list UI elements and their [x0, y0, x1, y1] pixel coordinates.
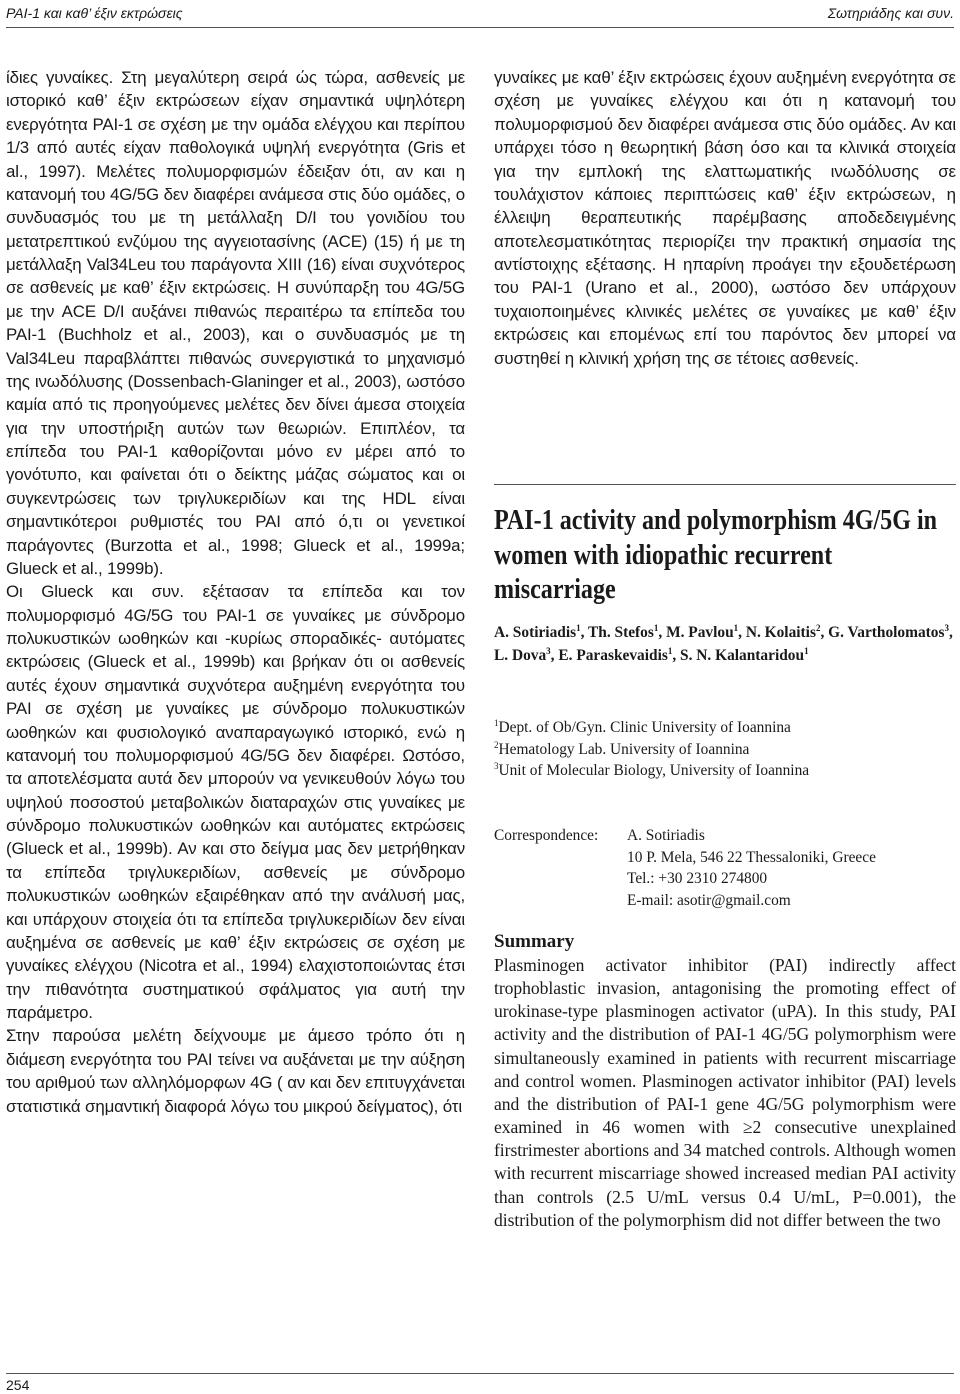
author-affiliation-mark: 3 [546, 645, 551, 656]
affiliation-number: 3 [494, 760, 499, 771]
correspondence-phone: Tel.: +30 2310 274800 [627, 870, 768, 887]
author-name: M. Pavlou [666, 624, 734, 641]
author-affiliation-mark: 1 [804, 645, 809, 656]
section-divider [494, 484, 956, 485]
affiliation-text: Hematology Lab. University of Ioannina [498, 740, 750, 758]
body-paragraph: ίδιες γυναίκες. Στη μεγαλύτερη σειρά ώς τώρα, ασθενείς με ιστορικό καθ’ έξιν εκτρώσεων είχαν σημαντικά υψηλότερη ενεργότητα PAI-1 σε σχέση με την ομάδα ελέγχου και περίπου 1/3 από αυτές είχαν παθολογικά υψηλή ενεργότητα (Gris et al., 1997). Μελέτες πολυμορφισμών έδειξαν ότι, αν και η κατανομή του 4G/5G δεν διαφέρει ανάμεσα στις δύο ομάδες, ο συνδυασμός του με τη μετάλλαξη D/I του γονιδίου του μετατρεπτικού ενζύμου της αγγειοτασίνης (ACE) (15) ή με τη μετάλλαξη Val34Leu του παράγοντα XIII (16) είναι συχνότερος σε ασθενείς με καθ’ έξιν εκτρώσεις. Η συνύπαρξη του 4G/5G με την ACE D/I αυξάνει πιθανώς περαιτέρω τα επίπεδα του PAI-1 (Buchholz et al., 2003), και ο συνδυασμός με τη Val34Leu παραβλάπτει πιθανώς συνεργιστικά το μηχανισμό της ινωδόλυσης (Dossenbach-Glaninger et al., 2003), ωστόσο καμία από τις προηγούμενες μελέτες δεν δίνει άμεσα στοιχεία για την υποστήριξη αυτών των θεωριών. Επιπλέον, τα επίπεδα του PAI-1 καθορίζονται μόνο εν μέρει από το γονότυπο, και φαίνεται ότι ο δείκτης μάζας σώματος και οι συγκεντρώσεις των τριγλυκεριδίων και της HDL είναι σημαντικότεροι ρυθμιστές του PAI από ό,τι οι γενετικοί παράγοντες (Burzotta et al., 1998; Glueck et al., 1999a; Glueck et al., 1999b). [6, 68, 465, 578]
affiliation-number: 1 [494, 717, 499, 728]
right-column [494, 66, 956, 370]
correspondence-email[interactable]: E-mail: asotir@gmail.com [627, 891, 791, 909]
author [558, 647, 672, 664]
affiliation [494, 717, 956, 739]
author-name: S. N. Kalantaridou [680, 646, 805, 664]
body-paragraph: Οι Glueck και συν. εξέτασαν τα επίπεδα και τον πολυμορφισμό 4G/5G του PAI-1 σε γυναίκες με σύνδρομο πολυκυστικών ωοθηκών και -κυρίως σποραδικές- αυτόματες εκτρώσεις (Glueck et al., 1999b) και βρήκαν ότι οι ασθενείς αυτές έχουν σημαντικά συχνότερα αυξημένη ενεργότητα του PAI σε σχέση με γυναίκες με σύνδρομο πολυκυστικών ωοθηκών και φυσιολογικό αναπαραγωγικό ιστορικό, ενώ η κατανομή του πολυμορφισμού 4G/5G δεν διαφέρει. Ωστόσο, τα αποτελέσματα αυτά δεν μπορούν να γενικευθούν λόγω του υψηλού ποσοστού μεταβολικών διαταραχών στις γυναίκες με σύνδρομο πολυκυστικών ωοθηκών και αυτόματες εκτρώσεις (Glueck et al., 1999b). Αν και στο δείγμα μας δεν μετρήθηκαν τα επίπεδα τριγλυκεριδίων, ασθενείς με σύνδρομο πολυκυστικών ωοθηκών εξαιρέθηκαν από την ανάλυσή μας, και υπάρχουν στοιχεία ότι τα επίπεδα τριγλυκεριδίων δεν είναι αυξημένα σε ασθενείς με καθ’ έξιν εκτρώσεις σε σχέση με γυναίκες ελέγχου (Nicotra et al., 1994) ελαχιστοποιώντας έτσι την πιθανότητα συστηματικού σφάλματος για αυτή την παράμετρο. [6, 582, 465, 1022]
affiliation [494, 760, 956, 782]
author-affiliation-mark: 1 [653, 622, 659, 633]
author-name: E. Paraskevaidis [558, 646, 668, 664]
affiliation-text: Unit of Molecular Biology, University of Ioannina [498, 762, 810, 779]
summary-heading: Summary [494, 931, 575, 952]
author [828, 624, 949, 641]
body-paragraph: Στην παρούσα μελέτη δείχνουμε με άμεσο τρόπο ότι η διάμεση ενεργότητα του PAI τείνει να αυξάνεται με την αύξηση του αριθμού των αλληλόμορφων 4G ( αν και δεν επιτυγχάνεται στατιστικά σημαντική διαφορά λόγω του μικρού δείγματος), ότι [6, 1026, 465, 1116]
affiliation [494, 739, 956, 761]
correspondence-block [494, 825, 956, 911]
running-head-left: PAI-1 και καθ’ έξιν εκτρώσεις [6, 5, 183, 21]
author-affiliation-mark: 1 [733, 622, 739, 633]
author-name: A. Sotiriadis [494, 624, 577, 641]
affiliation-text: Dept. of Ob/Gyn. Clinic University of Ioannina [498, 719, 791, 736]
correspondence-label: Correspondence: [494, 827, 599, 844]
author-affiliation-mark: 1 [576, 622, 581, 633]
affiliation-number: 2 [494, 739, 499, 750]
running-head [6, 2, 954, 24]
author [494, 624, 581, 641]
author [666, 624, 738, 641]
author [588, 624, 658, 641]
footer-rule [6, 1373, 954, 1374]
header-rule [6, 27, 954, 28]
left-column [6, 66, 465, 1118]
running-head-right: Σωτηριάδης και συν. [827, 5, 954, 21]
author-name: Th. Stefos [588, 624, 654, 641]
author-affiliation-mark: 2 [815, 622, 821, 633]
correspondence-address: 10 P. Mela, 546 22 Thessaloniki, Greece [627, 848, 876, 866]
author-name: N. Kolaitis [745, 624, 816, 641]
body-paragraph: γυναίκες με καθ’ έξιν εκτρώσεις έχουν αυξημένη ενεργότητα σε σχέση με γυναίκες ελέγχου και ότι η κατανομή του πολυμορφισμού δεν διαφέρει ανάμεσα στις δύο ομάδες. Αν και υπάρχει τόσο η θεωρητική βάση όσο και τα κλινικά στοιχεία για την εμπλοκή της ελαττωματικής ινωδόλυσης σε τουλάχιστον κάποιες περιπτώσεις καθ’ έξιν εκτρώσεων, η έλλειψη θεραπευτικής παρέμβασης αποδεδειγμένης αποτελεσματικότητας περιορίζει την πρακτική σημασία της αντίστοιχης εξέτασης. Η ηπαρίνη προάγει την εξουδετέρωση του PAI-1 (Urano et al., 2000), ωστόσο δεν υπάρχουν τυχαιοποιημένες κλινικές μελέτες σε γυναίκες με καθ’ έξιν εκτρώσεις και επομένως επί του παρόντος δεν μπορεί να συστηθεί η κλινική χρήση της σε τέτοιες ασθενείς. [494, 68, 956, 368]
author-list: A. Sotiriadis$^1$, Th. Stefos$^1$, M. Pavlou$^1$, N. Kolaitis$^2$, G. Vartholomatos$^3$, L. Dova$^3$, E. Paraskevaidis$^1$, S. N. Kalantaridou$^1$ [494, 622, 953, 664]
summary-text: Plasminogen activator inhibitor (PAI) indirectly affect trophoblastic invasion, antagonising the promoting effect of urokinase-type plasminogen activator (uPA). In this study, PAI activity and the distribution of PAI-1 4G/5G polymorphism were simultaneously examined in patients with recurrent miscarriage and control women. Plasminogen activator inhibitor (PAI) levels and the distribution of PAI-1 gene 4G/5G polymorphism were examined in 46 women with ≥2 consecutive unexplained firstrimester abortions and 34 matched controls. Although women with recurrent miscarriage showed increased median PAI activity than controls (2.5 U/mL versus 0.4 U/mL, P=0.001), the distribution of the polymorphism did not differ between the two [494, 955, 956, 1230]
correspondence-name: A. Sotiriadis [627, 827, 705, 844]
author-affiliation-mark: 1 [667, 645, 673, 656]
author-affiliation-mark: 3 [944, 622, 949, 633]
english-title: PAI-1 activity and polymorphism 4G/5G in women with idiopathic recurrent miscarriage [494, 505, 938, 605]
author [746, 624, 821, 641]
author-name: G. Vartholomatos [828, 624, 945, 641]
author [494, 647, 551, 664]
page-number: 254 [6, 1377, 30, 1393]
affiliations [494, 717, 956, 782]
author-name: L. Dova [494, 646, 547, 664]
author [680, 647, 809, 664]
